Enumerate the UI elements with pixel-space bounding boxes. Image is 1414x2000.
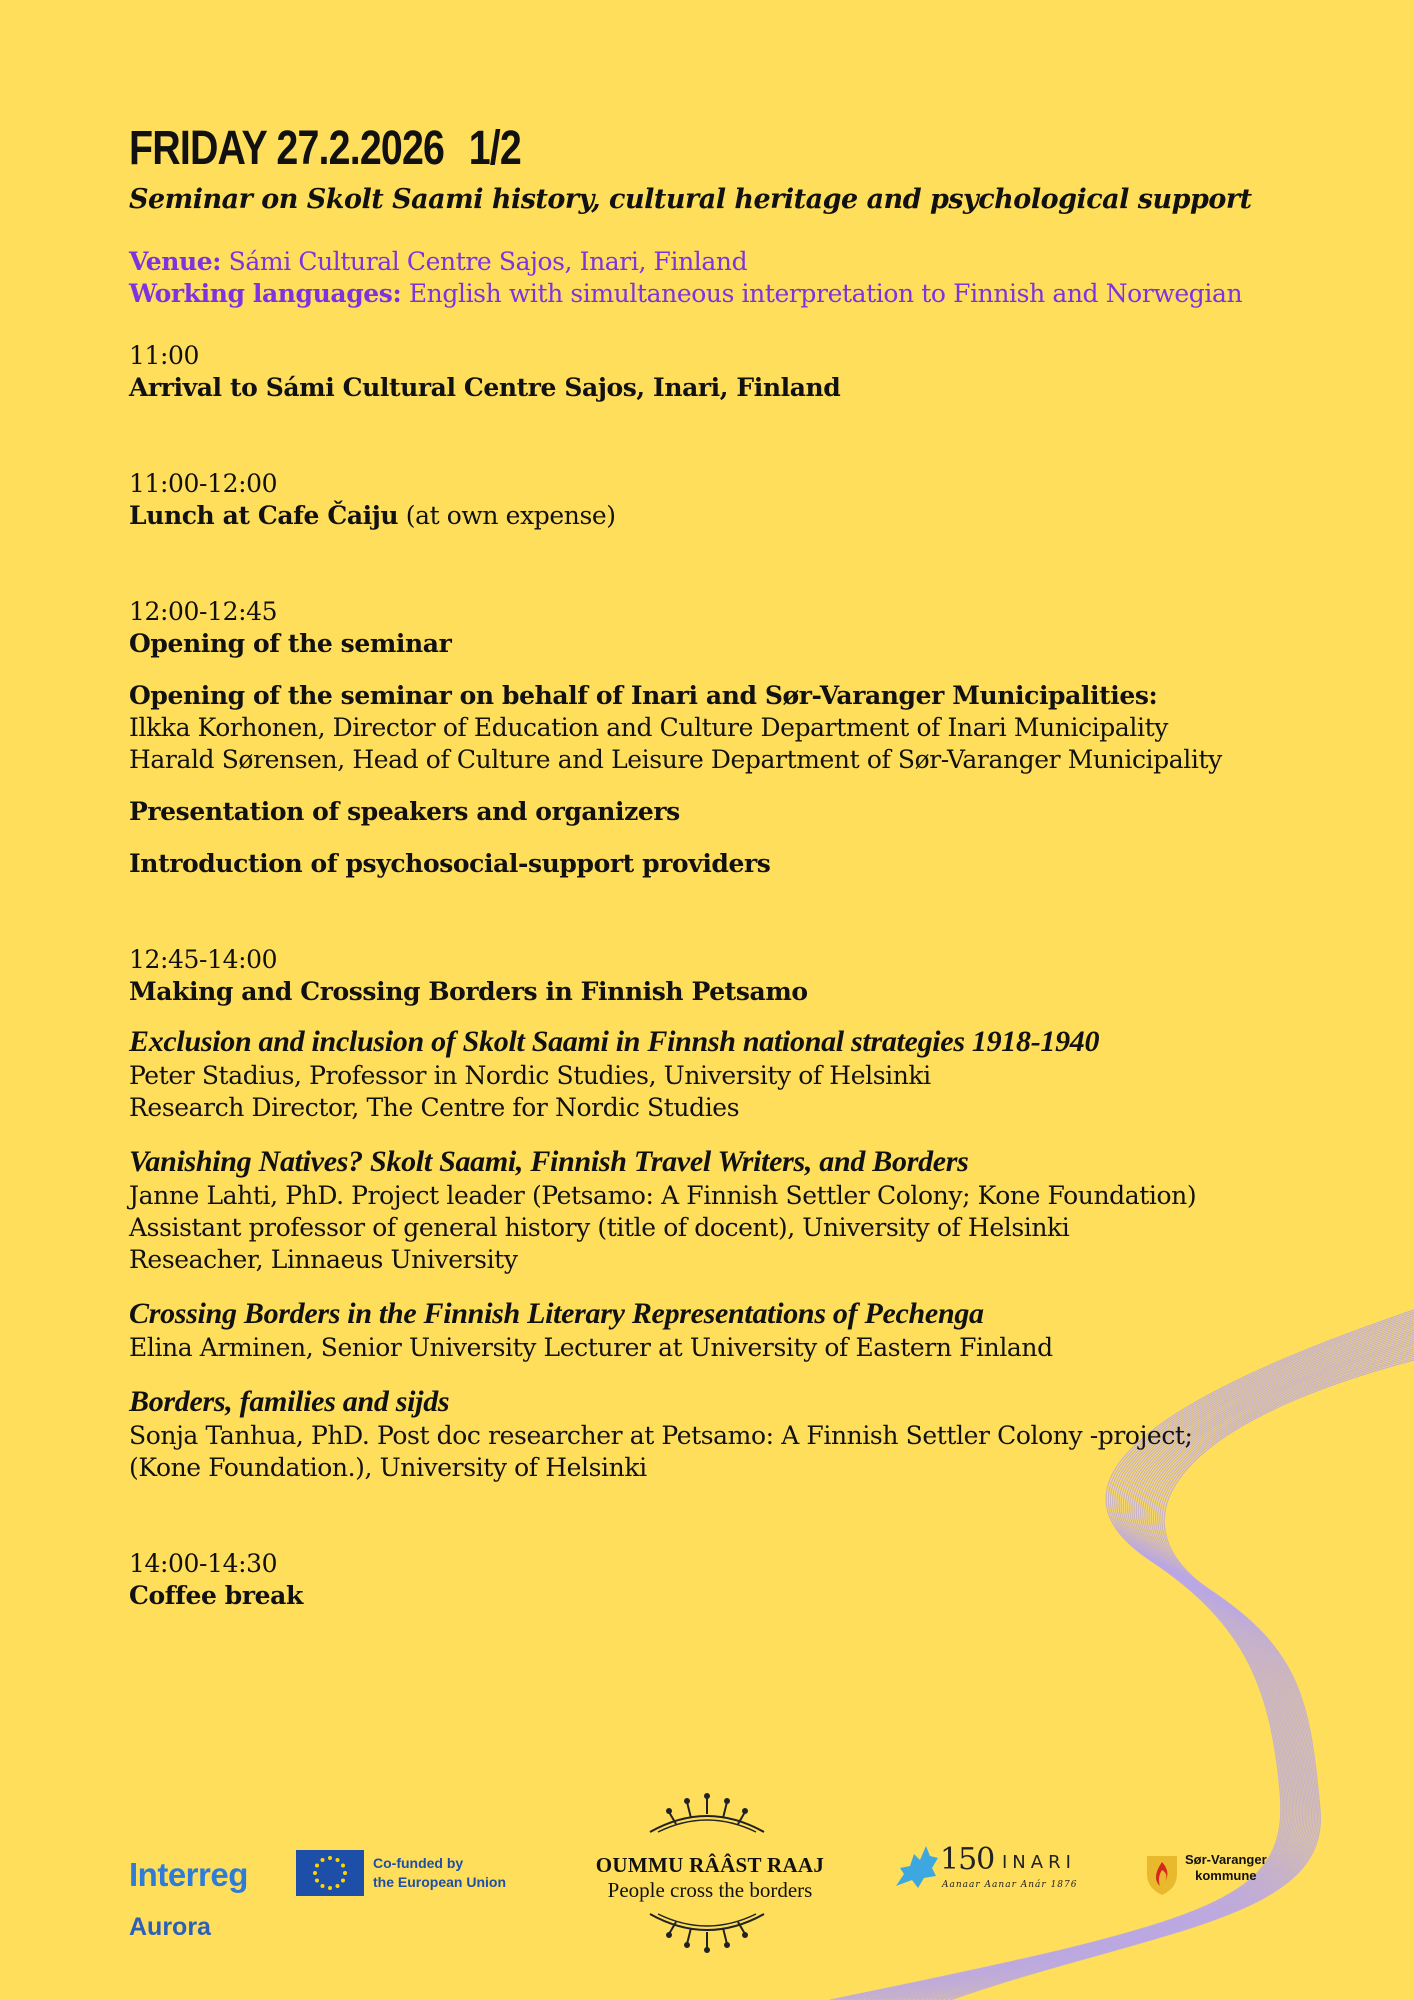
- speaker-line: Sonja Tanhua, PhD. Post doc researcher at Petsamo: A Finnish Settler Colony -project;: [129, 1421, 1193, 1450]
- inari-tagline: Aanaar Aanar Anár 1876: [942, 1880, 1078, 1890]
- session-title: Making and Crossing Borders in Finnish Petsamo: [129, 977, 808, 1006]
- speaker-line: Janne Lahti, PhD. Project leader (Petsamo: A Finnish Settler Colony; Kone Foundation): [129, 1181, 1197, 1210]
- program-content: [129, 118, 1329, 1612]
- session-time: 11:00: [129, 341, 200, 370]
- eu-star: [328, 1886, 332, 1890]
- talk: [129, 1024, 1329, 1124]
- eu-star: [313, 1871, 317, 1875]
- session-time: 12:00-12:45: [129, 597, 278, 626]
- sor-varanger-logo: [1145, 1850, 1285, 1900]
- talk: [129, 1384, 1329, 1484]
- inari-word: INARI: [1002, 1852, 1076, 1873]
- speaker-line: (Kone Foundation.), University of Helsinki: [129, 1453, 647, 1482]
- opener-line: Ilkka Korhonen, Director of Education and Culture Department of Inari Municipality: [129, 713, 1168, 742]
- page-part: 1/2: [468, 122, 521, 175]
- venue-label: Venue:: [129, 247, 222, 276]
- eu-star: [341, 1864, 345, 1868]
- session-opening: [129, 596, 1329, 880]
- project-tagline: People cross the borders: [607, 1878, 813, 1902]
- eu-star: [343, 1871, 347, 1875]
- eu-star: [336, 1884, 340, 1888]
- ornament-top-icon: [642, 1792, 772, 1838]
- day-date: FRIDAY 27.2.2026: [129, 122, 445, 175]
- aurora-label: Aurora: [129, 1913, 211, 1941]
- eu-star: [321, 1884, 325, 1888]
- opening-heading: Opening of the seminar on behalf of Inari and Sør-Varanger Municipalities:: [129, 681, 1158, 710]
- eu-line: the European Union: [373, 1874, 506, 1890]
- session-time: 12:45-14:00: [129, 945, 278, 974]
- inari-150-logo: [890, 1836, 1100, 1906]
- page-title: [129, 118, 1113, 180]
- interreg-logo: Interreg: [129, 1856, 248, 1893]
- sponsor-footer: [0, 1780, 1414, 2000]
- speaker-line: Reseacher, Linnaeus University: [129, 1245, 518, 1274]
- talk: [129, 1296, 1329, 1364]
- talk-title: Exclusion and inclusion of Skolt Saami in Finnsh national strategies 1918-1940: [129, 1025, 1100, 1058]
- sor-varanger-shield-icon: [1145, 1854, 1179, 1896]
- session-time: 11:00-12:00: [129, 469, 278, 498]
- talk-title: Crossing Borders in the Finnish Literary Representations of Pechenga: [129, 1297, 984, 1330]
- sor-varanger-text: [1185, 1852, 1267, 1884]
- eu-star: [336, 1858, 340, 1862]
- eu-flag-icon: [296, 1850, 364, 1896]
- eu-star: [321, 1858, 325, 1862]
- opener-line: Harald Sørensen, Head of Culture and Leisure Department of Sør-Varanger Municipality: [129, 745, 1222, 774]
- seminar-subtitle: Seminar on Skolt Saami history, cultural heritage and psychological support: [129, 184, 1252, 215]
- talk-title: Vanishing Natives? Skolt Saami, Finnish Travel Writers, and Borders: [129, 1145, 969, 1178]
- eu-star: [341, 1879, 345, 1883]
- introduction-item: Introduction of psychosocial-support providers: [129, 849, 771, 878]
- session-arrival: [129, 340, 1329, 404]
- eu-star: [315, 1879, 319, 1883]
- ornament-bottom-icon: [642, 1908, 772, 1954]
- venue-value: Sámi Cultural Centre Sajos, Inari, Finland: [228, 247, 748, 276]
- speaker-line: Research Director, The Centre for Nordic Studies: [129, 1093, 740, 1122]
- eu-star: [315, 1864, 319, 1868]
- sv-line: kommune: [1195, 1868, 1257, 1883]
- session-title: Coffee break: [129, 1581, 303, 1610]
- languages-value: English with simultaneous interpretation to Finnish and Norwegian: [408, 279, 1243, 308]
- venue-info: [129, 246, 1329, 310]
- sv-line: Sør-Varanger: [1185, 1852, 1267, 1867]
- project-name: OUMMU RÂÂST RAAJ: [595, 1853, 825, 1877]
- session-note: (at own expense): [398, 501, 616, 530]
- session-title: Arrival to Sámi Cultural Centre Sajos, Inari, Finland: [129, 373, 841, 402]
- session-title: Lunch at Cafe Čaiju: [129, 501, 399, 530]
- project-logo: [560, 1852, 860, 1902]
- eu-cofunded-text: [373, 1854, 533, 1892]
- speaker-line: Peter Stadius, Professor in Nordic Studies, University of Helsinki: [129, 1061, 931, 1090]
- talk: [129, 1144, 1329, 1276]
- speaker-line: Assistant professor of general history (title of docent), University of Helsinki: [129, 1213, 1070, 1242]
- eu-line: Co-funded by: [373, 1855, 464, 1871]
- session-lunch: [129, 468, 1329, 532]
- speaker-line: Elina Arminen, Senior University Lecturer at University of Eastern Finland: [129, 1333, 1053, 1362]
- session-coffee: [129, 1548, 1329, 1612]
- session-borders: [129, 944, 1329, 1484]
- session-title: Opening of the seminar: [129, 629, 452, 658]
- inari-lake-icon: [890, 1842, 942, 1892]
- languages-label: Working languages:: [129, 279, 402, 308]
- eu-star: [328, 1856, 332, 1860]
- talk-title: Borders, families and sijds: [129, 1385, 450, 1418]
- session-time: 14:00-14:30: [129, 1549, 278, 1578]
- presentation-item: Presentation of speakers and organizers: [129, 797, 680, 826]
- inari-number: 150: [940, 1842, 995, 1877]
